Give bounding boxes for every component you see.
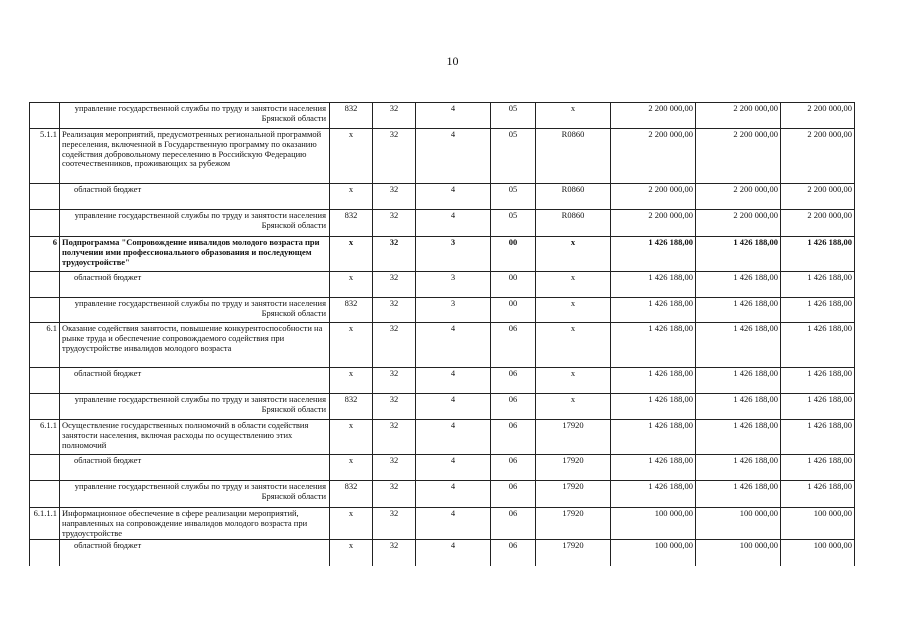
row-om-cell: 06 (491, 455, 536, 481)
row-gp-cell: 32 (373, 210, 416, 237)
table-row (30, 368, 855, 394)
row-amount-year3-cell: 1 426 188,00 (781, 237, 855, 272)
row-om-cell: 05 (491, 184, 536, 210)
table-row (30, 272, 855, 298)
page-number: 10 (446, 54, 459, 68)
table-body (30, 103, 855, 566)
row-grbs-cell: х (330, 368, 373, 394)
row-pp-cell: 3 (416, 237, 491, 272)
row-index-cell (30, 210, 60, 237)
row-om-cell: 06 (491, 420, 536, 455)
row-napr-cell: х (536, 368, 611, 394)
row-description-cell: управление государственной службы по труду и занятости населения Брянской области (60, 394, 330, 420)
row-amount-year3-cell: 1 426 188,00 (781, 455, 855, 481)
row-gp-cell: 32 (373, 237, 416, 272)
row-amount-year2-cell: 100 000,00 (696, 508, 781, 540)
row-grbs-cell: х (330, 323, 373, 368)
row-om-cell: 06 (491, 481, 536, 508)
row-description-cell: управление государственной службы по труду и занятости населения Брянской области (60, 210, 330, 237)
row-napr-cell: х (536, 272, 611, 298)
row-index-cell: 6 (30, 237, 60, 272)
row-amount-year3-cell: 1 426 188,00 (781, 272, 855, 298)
row-description-cell: областной бюджет (60, 184, 330, 210)
row-amount-year2-cell: 1 426 188,00 (696, 394, 781, 420)
row-pp-cell: 4 (416, 481, 491, 508)
row-amount-year2-cell: 1 426 188,00 (696, 368, 781, 394)
row-om-cell: 06 (491, 540, 536, 566)
row-om-cell: 05 (491, 129, 536, 184)
row-amount-year1-cell: 1 426 188,00 (611, 237, 696, 272)
row-amount-year3-cell: 1 426 188,00 (781, 298, 855, 323)
row-amount-year3-cell: 1 426 188,00 (781, 420, 855, 455)
row-amount-year1-cell: 2 200 000,00 (611, 129, 696, 184)
row-grbs-cell: х (330, 272, 373, 298)
row-amount-year1-cell: 1 426 188,00 (611, 420, 696, 455)
row-gp-cell: 32 (373, 540, 416, 566)
table-row (30, 394, 855, 420)
row-napr-cell: R0860 (536, 210, 611, 237)
row-gp-cell: 32 (373, 298, 416, 323)
row-amount-year1-cell: 1 426 188,00 (611, 481, 696, 508)
row-index-cell (30, 184, 60, 210)
row-gp-cell: 32 (373, 323, 416, 368)
row-index-cell: 6.1.1.1 (30, 508, 60, 540)
row-grbs-cell: х (330, 129, 373, 184)
row-gp-cell: 32 (373, 184, 416, 210)
row-amount-year3-cell: 100 000,00 (781, 508, 855, 540)
row-gp-cell: 32 (373, 420, 416, 455)
row-napr-cell: 17920 (536, 508, 611, 540)
row-grbs-cell: х (330, 420, 373, 455)
row-grbs-cell: 832 (330, 481, 373, 508)
row-amount-year3-cell: 2 200 000,00 (781, 184, 855, 210)
row-grbs-cell: х (330, 508, 373, 540)
row-om-cell: 06 (491, 368, 536, 394)
budget-table (29, 102, 855, 566)
row-index-cell (30, 540, 60, 566)
row-pp-cell: 4 (416, 323, 491, 368)
row-amount-year1-cell: 2 200 000,00 (611, 210, 696, 237)
row-pp-cell: 4 (416, 210, 491, 237)
row-gp-cell: 32 (373, 103, 416, 129)
row-amount-year2-cell: 1 426 188,00 (696, 481, 781, 508)
row-om-cell: 05 (491, 210, 536, 237)
row-pp-cell: 4 (416, 420, 491, 455)
row-om-cell: 00 (491, 272, 536, 298)
row-napr-cell: х (536, 237, 611, 272)
row-index-cell (30, 481, 60, 508)
row-amount-year3-cell: 1 426 188,00 (781, 394, 855, 420)
row-description-cell: управление государственной службы по труду и занятости населения Брянской области (60, 103, 330, 129)
row-amount-year3-cell: 1 426 188,00 (781, 323, 855, 368)
row-description-cell: Подпрограмма "Сопровождение инвалидов молодого возраста при получении ими профессионального образования и последующем трудоустройстве" (60, 237, 330, 272)
row-om-cell: 06 (491, 508, 536, 540)
row-amount-year1-cell: 1 426 188,00 (611, 298, 696, 323)
table-row (30, 103, 855, 129)
row-pp-cell: 4 (416, 129, 491, 184)
row-pp-cell: 4 (416, 184, 491, 210)
row-amount-year1-cell: 2 200 000,00 (611, 184, 696, 210)
row-amount-year1-cell: 2 200 000,00 (611, 103, 696, 129)
row-pp-cell: 4 (416, 540, 491, 566)
row-amount-year1-cell: 100 000,00 (611, 540, 696, 566)
row-description-cell: Реализация мероприятий, предусмотренных региональной программой переселения, включенной в Государственную программу по оказанию содействия добровольному переселению в Российскую Федерацию соотечественников, проживающих за рубежом (60, 129, 330, 184)
row-gp-cell: 32 (373, 508, 416, 540)
row-napr-cell: х (536, 394, 611, 420)
row-grbs-cell: х (330, 455, 373, 481)
row-amount-year3-cell: 100 000,00 (781, 540, 855, 566)
table-row (30, 184, 855, 210)
row-description-cell: Оказание содействия занятости, повышение конкурентоспособности на рынке труда и обеспечение сопровождаемого содействия при трудоустройстве инвалидов молодого возраста (60, 323, 330, 368)
row-napr-cell: R0860 (536, 129, 611, 184)
row-amount-year2-cell: 2 200 000,00 (696, 184, 781, 210)
table-row (30, 508, 855, 540)
row-index-cell: 5.1.1 (30, 129, 60, 184)
row-grbs-cell: 832 (330, 210, 373, 237)
row-amount-year3-cell: 1 426 188,00 (781, 481, 855, 508)
row-amount-year3-cell: 1 426 188,00 (781, 368, 855, 394)
row-pp-cell: 4 (416, 394, 491, 420)
row-napr-cell: 17920 (536, 540, 611, 566)
row-amount-year2-cell: 1 426 188,00 (696, 298, 781, 323)
row-pp-cell: 3 (416, 272, 491, 298)
row-amount-year2-cell: 1 426 188,00 (696, 272, 781, 298)
table-row (30, 540, 855, 566)
row-description-cell: управление государственной службы по труду и занятости населения Брянской области (60, 298, 330, 323)
row-amount-year1-cell: 1 426 188,00 (611, 272, 696, 298)
row-grbs-cell: х (330, 184, 373, 210)
row-amount-year2-cell: 1 426 188,00 (696, 323, 781, 368)
row-gp-cell: 32 (373, 394, 416, 420)
row-description-cell: Информационное обеспечение в сфере реализации мероприятий, направленных на сопровождение инвалидов молодого возраста при трудоустройстве (60, 508, 330, 540)
row-gp-cell: 32 (373, 455, 416, 481)
row-amount-year1-cell: 1 426 188,00 (611, 368, 696, 394)
row-napr-cell: R0860 (536, 184, 611, 210)
table-row (30, 210, 855, 237)
row-amount-year1-cell: 1 426 188,00 (611, 455, 696, 481)
row-gp-cell: 32 (373, 272, 416, 298)
row-grbs-cell: 832 (330, 103, 373, 129)
row-om-cell: 00 (491, 298, 536, 323)
row-pp-cell: 4 (416, 103, 491, 129)
row-gp-cell: 32 (373, 368, 416, 394)
row-napr-cell: х (536, 323, 611, 368)
row-index-cell (30, 103, 60, 129)
table-row (30, 323, 855, 368)
row-amount-year3-cell: 2 200 000,00 (781, 210, 855, 237)
row-napr-cell: 17920 (536, 481, 611, 508)
row-pp-cell: 3 (416, 298, 491, 323)
row-amount-year2-cell: 100 000,00 (696, 540, 781, 566)
row-napr-cell: 17920 (536, 455, 611, 481)
row-description-cell: управление государственной службы по труду и занятости населения Брянской области (60, 481, 330, 508)
row-grbs-cell: х (330, 540, 373, 566)
row-napr-cell: 17920 (536, 420, 611, 455)
table-row (30, 298, 855, 323)
row-description-cell: областной бюджет (60, 540, 330, 566)
row-description-cell: областной бюджет (60, 455, 330, 481)
row-om-cell: 06 (491, 394, 536, 420)
row-amount-year2-cell: 2 200 000,00 (696, 129, 781, 184)
row-index-cell (30, 394, 60, 420)
row-amount-year3-cell: 2 200 000,00 (781, 103, 855, 129)
table-row (30, 237, 855, 272)
table-row (30, 129, 855, 184)
row-amount-year1-cell: 1 426 188,00 (611, 394, 696, 420)
row-om-cell: 06 (491, 323, 536, 368)
row-index-cell (30, 298, 60, 323)
row-gp-cell: 32 (373, 481, 416, 508)
row-pp-cell: 4 (416, 368, 491, 394)
row-om-cell: 05 (491, 103, 536, 129)
row-description-cell: областной бюджет (60, 368, 330, 394)
row-om-cell: 00 (491, 237, 536, 272)
row-index-cell (30, 368, 60, 394)
row-index-cell (30, 455, 60, 481)
row-grbs-cell: х (330, 237, 373, 272)
row-amount-year2-cell: 1 426 188,00 (696, 420, 781, 455)
row-pp-cell: 4 (416, 508, 491, 540)
table-row (30, 420, 855, 455)
row-amount-year2-cell: 2 200 000,00 (696, 103, 781, 129)
row-index-cell (30, 272, 60, 298)
row-amount-year3-cell: 2 200 000,00 (781, 129, 855, 184)
row-amount-year2-cell: 2 200 000,00 (696, 210, 781, 237)
row-index-cell: 6.1 (30, 323, 60, 368)
row-napr-cell: х (536, 298, 611, 323)
table-row (30, 455, 855, 481)
row-amount-year1-cell: 100 000,00 (611, 508, 696, 540)
row-description-cell: Осуществление государственных полномочий в области содействия занятости населения, включая расходы по осуществлению этих полномочий (60, 420, 330, 455)
row-grbs-cell: 832 (330, 298, 373, 323)
row-index-cell: 6.1.1 (30, 420, 60, 455)
row-napr-cell: х (536, 103, 611, 129)
row-pp-cell: 4 (416, 455, 491, 481)
row-amount-year2-cell: 1 426 188,00 (696, 455, 781, 481)
row-description-cell: областной бюджет (60, 272, 330, 298)
table-row (30, 481, 855, 508)
row-amount-year2-cell: 1 426 188,00 (696, 237, 781, 272)
row-gp-cell: 32 (373, 129, 416, 184)
row-amount-year1-cell: 1 426 188,00 (611, 323, 696, 368)
row-grbs-cell: 832 (330, 394, 373, 420)
